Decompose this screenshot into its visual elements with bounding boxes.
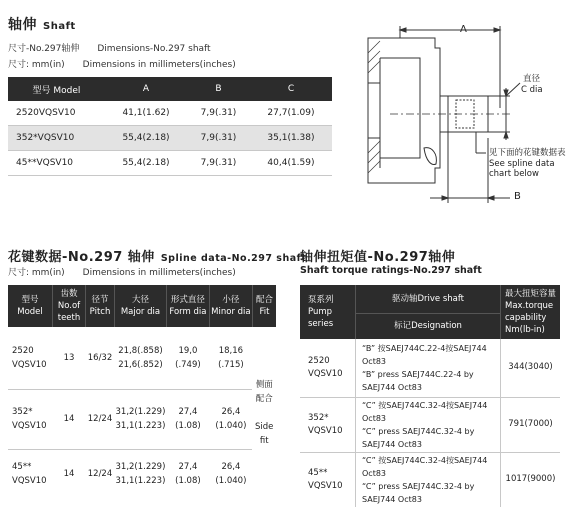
spline-unit-cn: 尺寸: mm(in) xyxy=(8,268,65,278)
header-c: C xyxy=(250,77,332,101)
header-designation: 标记Designation xyxy=(356,313,501,339)
cell-form-dia: 27,4 (1.08) xyxy=(166,389,209,449)
table-row xyxy=(8,389,276,449)
cell-max-torque: 1017(9000) xyxy=(505,474,556,484)
torque-title-en: Shaft torque ratings-No.297 shaft xyxy=(300,265,482,276)
table-row xyxy=(300,339,560,397)
header-teeth: 齿数 No.of teeth xyxy=(53,285,86,327)
cell-model: 2520VQSV10 xyxy=(8,101,105,126)
header-fit: 配合 Fit xyxy=(252,285,276,327)
cell-designation: “B” 按SAEJ744C.22-4按SAEJ744 Oct83 “B” press SAEJ744C.22-4 by SAEJ744 Oct83 xyxy=(356,339,501,397)
cell-max-torque: 344(3040) xyxy=(501,339,561,397)
table-row xyxy=(300,397,560,452)
spline-data-table xyxy=(8,285,276,499)
table-row xyxy=(8,449,276,499)
cell-minor-dia: 26,4 (1.040) xyxy=(209,389,252,449)
cell-model: 352*VQSV10 xyxy=(8,126,105,151)
table-row xyxy=(8,151,332,176)
header-minor-dia: 小径 Minor dia xyxy=(209,285,252,327)
torque-table-header xyxy=(300,285,560,313)
table-row xyxy=(8,126,332,151)
cell-b: 7,9(.31) xyxy=(187,101,250,126)
spline-note-en-1: See spline data xyxy=(489,159,555,169)
spline-note-en-2: chart below xyxy=(489,169,539,179)
cell-model: 2520 VQSV10 xyxy=(8,327,53,389)
cell-pitch: 12/24 xyxy=(87,469,113,480)
shaft-title-en: Shaft xyxy=(43,21,76,32)
header-b: B xyxy=(187,77,250,101)
cell-a: 55,4(2.18) xyxy=(105,126,187,151)
cell-model: 352* VQSV10 xyxy=(8,389,53,449)
shaft-size-en: Dimensions-No.297 shaft xyxy=(97,44,211,54)
cell-minor-dia: 18,16 (.715) xyxy=(209,327,252,389)
header-form-dia: 形式直径 Form dia xyxy=(166,285,209,327)
shaft-technical-drawing xyxy=(360,8,560,213)
header-max-torque: 最大扭矩容量 Max.torque capability Nm(lb-in) xyxy=(501,285,561,339)
shaft-size-cn: 尺寸-No.297轴伸 xyxy=(8,44,80,54)
table-row xyxy=(300,452,560,507)
table-row xyxy=(8,327,276,389)
diameter-label-en: C dia xyxy=(521,85,543,95)
cell-series: 352* VQSV10 xyxy=(300,397,356,452)
cell-model: 45**VQSV10 xyxy=(8,151,105,176)
spline-unit-line xyxy=(8,265,236,278)
cell-max-torque: 791(7000) xyxy=(501,397,561,452)
diameter-label-cn: 直径 xyxy=(523,74,541,84)
cell-designation: “C” 按SAEJ744C.32-4按SAEJ744 Oct83 “C” press SAEJ744C.32-4 by SAEJ744 Oct83 xyxy=(356,452,501,507)
header-a: A xyxy=(105,77,187,101)
cell-c: 27,7(1.09) xyxy=(250,101,332,126)
cell-a: 55,4(2.18) xyxy=(105,151,187,176)
cell-pitch: 16/32 xyxy=(86,327,115,389)
spline-note-cn: 见下面的花键数据表 xyxy=(489,148,566,158)
cell-b: 7,9(.31) xyxy=(187,151,250,176)
cell-form-dia: 19,0 (.749) xyxy=(166,327,209,389)
shaft-dimension-table xyxy=(8,77,332,176)
header-major-dia: 大径 Major dia xyxy=(115,285,167,327)
header-drive-shaft: 驱动轴Drive shaft xyxy=(356,285,501,313)
cell-teeth: 13 xyxy=(53,327,86,389)
dimension-b-label: B xyxy=(514,191,521,202)
cell-b: 7,9(.31) xyxy=(187,126,250,151)
header-model: 型号 Model xyxy=(8,77,105,101)
cell-form-dia: 27,4 (1.08) xyxy=(175,462,201,487)
header-pitch: 径节 Pitch xyxy=(86,285,115,327)
cell-designation: “C” 按SAEJ744C.32-4按SAEJ744 Oct83 “C” press SAEJ744C.32-4 by SAEJ744 Oct83 xyxy=(356,397,501,452)
spline-title-en: Spline data-No.297 shaft xyxy=(160,253,307,264)
cell-fit: 侧面配合 Side fit xyxy=(255,380,274,446)
shaft-title-cn: 轴伸 xyxy=(8,17,37,33)
shaft-unit-cn: 尺寸: mm(in) xyxy=(8,60,65,70)
shaft-table-header xyxy=(8,77,332,101)
cell-major-dia: 31,2(1.229) 31,1(1.223) xyxy=(115,389,167,449)
table-row xyxy=(8,101,332,126)
torque-title-cn: 轴伸扭矩值-No.297轴伸 xyxy=(300,250,456,265)
cell-major-dia: 31,2(1.229) 31,1(1.223) xyxy=(115,462,166,487)
torque-ratings-table xyxy=(300,285,560,507)
cell-c: 40,4(1.59) xyxy=(250,151,332,176)
header-model: 型号 Model xyxy=(8,285,53,327)
spline-unit-en: Dimensions in millimeters(inches) xyxy=(82,268,236,278)
shaft-title xyxy=(8,14,76,34)
cell-model: 45** VQSV10 xyxy=(12,462,47,487)
cell-pitch: 12/24 xyxy=(86,389,115,449)
header-pump-series: 泵系列 Pump series xyxy=(300,285,356,339)
cell-major-dia: 21,8(.858) 21,6(.852) xyxy=(115,327,167,389)
cell-series: 2520 VQSV10 xyxy=(300,339,356,397)
dimension-a-label: A xyxy=(460,24,467,35)
cell-series: 45** VQSV10 xyxy=(308,467,343,491)
cell-teeth: 14 xyxy=(63,469,75,480)
shaft-size-line xyxy=(8,41,211,54)
shaft-unit-en: Dimensions in millimeters(inches) xyxy=(82,60,236,70)
shaft-unit-line xyxy=(8,57,236,70)
cell-c: 35,1(1.38) xyxy=(250,126,332,151)
cell-teeth: 14 xyxy=(53,389,86,449)
cell-a: 41,1(1.62) xyxy=(105,101,187,126)
spline-title-cn: 花键数据-No.297 轴伸 xyxy=(8,250,155,265)
spline-title xyxy=(8,246,306,265)
cell-minor-dia: 26,4 (1.040) xyxy=(215,462,247,487)
spline-table-header xyxy=(8,285,276,327)
